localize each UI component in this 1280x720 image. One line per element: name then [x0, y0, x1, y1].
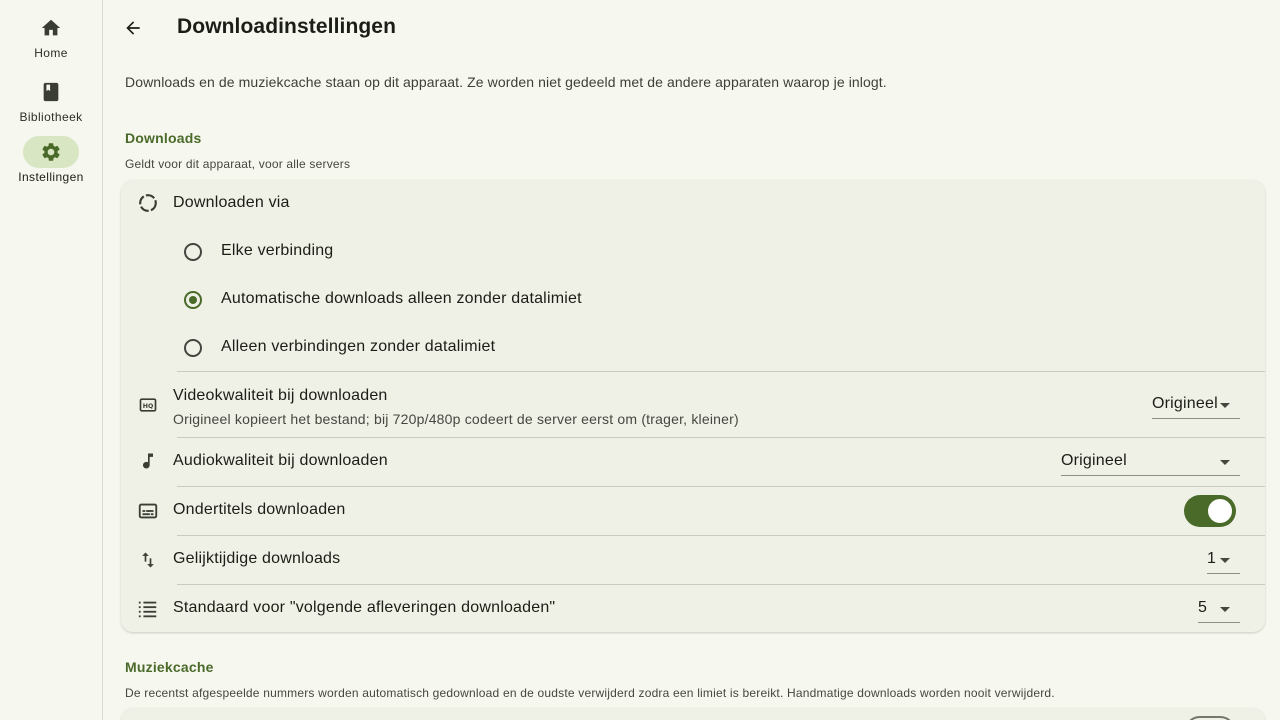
nav-item-label: Bibliotheek — [19, 110, 83, 124]
music-note-icon — [137, 450, 159, 472]
radio-label: Automatische downloads alleen zonder datalimiet — [221, 290, 582, 307]
concurrent-downloads-label: Gelijktijdige downloads — [173, 550, 341, 567]
video-quality-label: Videokwaliteit bij downloaden — [173, 387, 388, 404]
select-value: Origineel — [1061, 452, 1127, 469]
section-title-downloads: Downloads — [125, 130, 202, 146]
toggle-knob — [1208, 499, 1232, 523]
audio-quality-select[interactable] — [1061, 448, 1240, 476]
nav-item-label: Instellingen — [18, 170, 84, 184]
next-episodes-select[interactable] — [1198, 595, 1240, 623]
audio-quality-label: Audiokwaliteit bij downloaden — [173, 452, 388, 469]
dropdown-arrow-icon — [1220, 403, 1230, 408]
radio-option-auto-unmetered[interactable] — [121, 276, 1265, 324]
svg-text:HQ: HQ — [142, 402, 154, 410]
home-icon — [23, 12, 79, 44]
dropdown-arrow-icon — [1220, 607, 1230, 612]
subtitles-toggle[interactable] — [1184, 495, 1236, 527]
arrow-back-icon — [123, 18, 143, 38]
video-quality-description: Origineel kopieert het bestand; bij 720p/480p codeert de server eerst om (trager, kleiner) — [173, 411, 739, 427]
radio-label: Alleen verbindingen zonder datalimiet — [221, 338, 496, 355]
divider — [177, 486, 1265, 487]
gear-icon — [23, 136, 79, 168]
sync-icon — [137, 192, 159, 214]
concurrent-downloads-select[interactable] — [1207, 546, 1240, 574]
divider — [177, 584, 1265, 585]
settings-page — [103, 0, 1280, 720]
nav-item-home[interactable] — [0, 12, 102, 60]
section-title-music-cache: Muziekcache — [125, 659, 214, 675]
book-icon — [23, 76, 79, 108]
radio-label: Elke verbinding — [221, 242, 334, 259]
download-via-label: Downloaden via — [173, 194, 290, 211]
subtitles-label: Ondertitels downloaden — [173, 501, 346, 518]
nav-item-label: Home — [34, 46, 68, 60]
select-value: Origineel — [1152, 395, 1218, 412]
radio-button[interactable] — [184, 243, 202, 261]
subtitles-icon — [137, 500, 159, 522]
nav-item-library[interactable] — [0, 76, 102, 124]
music-cache-toggle[interactable] — [1184, 716, 1236, 720]
list-numbered-icon — [137, 598, 159, 620]
select-value: 1 — [1207, 550, 1217, 567]
page-title: Downloadinstellingen — [177, 15, 397, 38]
music-cache-card — [121, 708, 1265, 720]
dropdown-arrow-icon — [1220, 558, 1230, 563]
section-subtitle-downloads: Geldt voor dit apparaat, voor alle servers — [125, 157, 351, 171]
nav-item-settings[interactable] — [0, 136, 102, 184]
back-button[interactable] — [117, 12, 149, 44]
section-subtitle-music-cache: De recentst afgespeelde nummers worden automatisch gedownload en de oudste verwijderd zodra een limiet is bereikt. Handmatige downloads worden nooit verwijderd. — [125, 686, 1055, 700]
video-quality-select[interactable] — [1152, 391, 1240, 419]
intro-text: Downloads en de muziekcache staan op dit apparaat. Ze worden niet gedeeld met de andere apparaten waarop je inlogt. — [125, 74, 887, 90]
top-app-bar — [103, 0, 1280, 56]
radio-option-unmetered-only[interactable] — [121, 324, 1265, 372]
dropdown-arrow-icon — [1220, 460, 1230, 465]
divider — [177, 535, 1265, 536]
navigation-rail — [0, 0, 103, 720]
radio-button-selected[interactable] — [184, 291, 202, 309]
radio-option-any-connection[interactable] — [121, 228, 1265, 276]
hq-icon — [137, 394, 159, 416]
radio-button[interactable] — [184, 339, 202, 357]
downloads-card — [121, 180, 1265, 632]
next-episodes-label: Standaard voor "volgende afleveringen downloaden" — [173, 599, 556, 616]
select-value: 5 — [1198, 599, 1208, 616]
divider — [177, 437, 1265, 438]
swap-vert-icon — [137, 549, 159, 571]
divider — [177, 371, 1265, 372]
